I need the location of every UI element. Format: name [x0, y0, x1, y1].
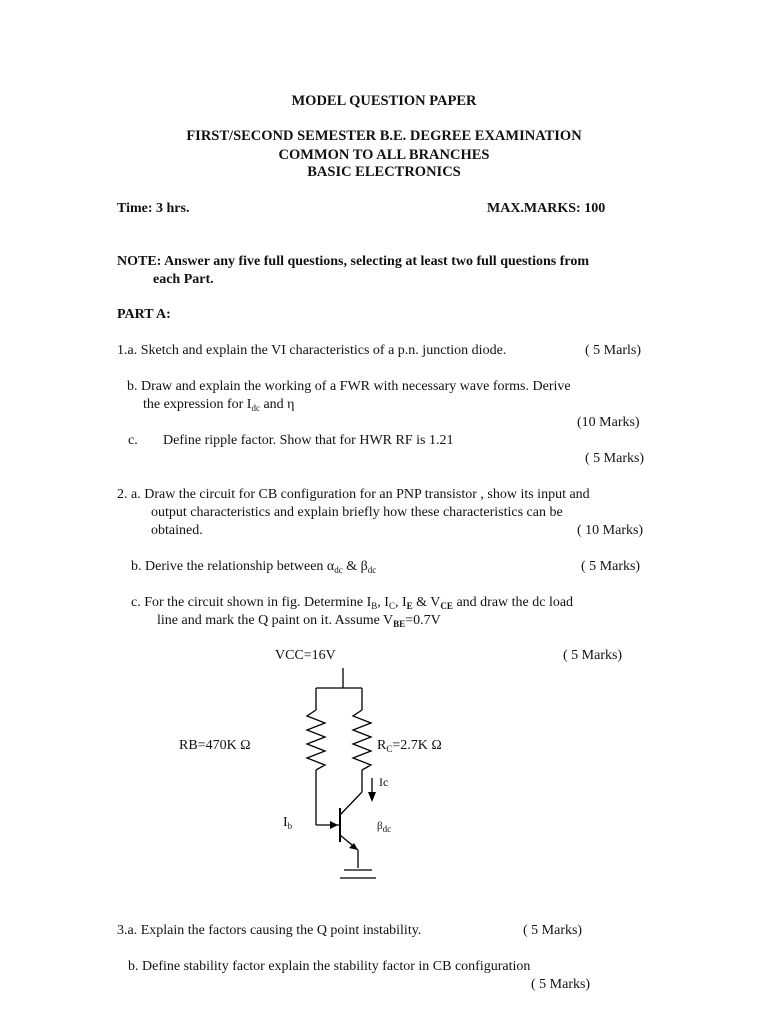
ib-label: $I_b$: [283, 815, 293, 831]
collector-lead: [340, 792, 362, 815]
q2b-marks: ( 5 Marks): [581, 559, 641, 574]
q2a-line-3: obtained.: [151, 523, 203, 538]
subject: BASIC ELECTRONICS: [307, 164, 461, 180]
note-line-2: each Part.: [153, 272, 214, 287]
note-line-1: NOTE: Answer any five full questions, selecting at least two full questions from: [117, 254, 589, 269]
q2b-text: b. Derive the relationship between $\alpha_{dc}$ & $\beta_{dc}$: [131, 559, 377, 575]
exam-time: Time: 3 hrs.: [117, 201, 190, 216]
q2c-line-1: c. For the circuit shown in fig. Determine $I_B$, $I_C$, $I_E$ & $V_{CE}$ and draw the dc load: [131, 595, 574, 611]
ic-arrow-head: [368, 792, 376, 802]
q1c-text: Define ripple factor. Show that for HWR RF is 1.21: [163, 433, 454, 448]
q1c-marks: ( 5 Marks): [585, 451, 645, 466]
beta-label: $\beta_{dc}$: [377, 820, 392, 834]
q2c-line-2: line and mark the Q paint on it. Assume $V_{BE}=0.7V$: [157, 613, 441, 629]
q1b-marks: (10 Marks): [577, 415, 640, 430]
q2a-line-1: 2. a. Draw the circuit for CB configuration for an PNP transistor , show its input and: [117, 487, 590, 502]
q2a-marks: ( 10 Marks): [577, 523, 644, 538]
q2c-marks: ( 5 Marks): [563, 648, 623, 663]
q1a-marks: ( 5 Marls): [585, 343, 641, 358]
rc-label: $R_C=2.7K$ Ω: [377, 738, 442, 754]
q1b-line-2: the expression for $I_{dc}$ and η: [143, 397, 295, 413]
max-marks: MAX.MARKS: 100: [487, 201, 606, 216]
q1c-label: c.: [128, 433, 138, 448]
q3b-marks: ( 5 Marks): [531, 977, 591, 992]
q2a-line-2: output characteristics and explain briefly how these characteristics can be: [151, 505, 563, 520]
q3a-text: 3.a. Explain the factors causing the Q point instability.: [117, 923, 422, 938]
rb-resistor: [307, 710, 325, 770]
ib-arrow-head: [330, 821, 338, 829]
vcc-label: VCC=16V: [275, 648, 336, 663]
paper-title: MODEL QUESTION PAPER: [291, 93, 477, 109]
q1b-line-1: b. Draw and explain the working of a FWR with necessary wave forms. Derive: [127, 379, 571, 394]
part-a-heading: PART A:: [117, 307, 171, 322]
rc-resistor: [353, 710, 371, 770]
ic-label: Ic: [379, 775, 389, 789]
rb-label: RB=470K Ω: [179, 738, 251, 753]
q1a-text: 1.a. Sketch and explain the VI characteristics of a p.n. junction diode.: [117, 343, 507, 358]
q3a-marks: ( 5 Marks): [523, 923, 583, 938]
exam-name: FIRST/SECOND SEMESTER B.E. DEGREE EXAMINATION: [186, 128, 582, 144]
q3b-text: b. Define stability factor explain the stability factor in CB configuration: [128, 959, 531, 974]
branches: COMMON TO ALL BRANCHES: [278, 147, 490, 163]
